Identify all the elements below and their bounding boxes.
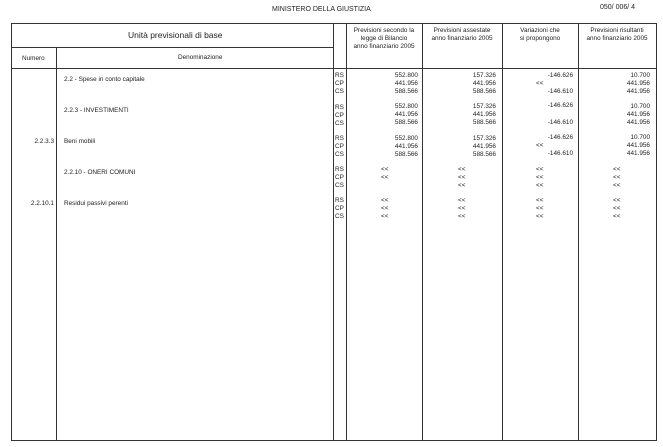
cell-assestate: <<: [458, 174, 466, 181]
row-numero: 2.2.10.1: [30, 200, 54, 207]
row-denominazione: 2.2.3 - INVESTIMENTI: [64, 107, 129, 114]
row-denominazione: 2.2 - Spese in conto capitale: [64, 76, 145, 83]
header-variazioni-line1: Variazioni che: [520, 27, 560, 34]
cell-previsioni: <<: [381, 174, 389, 181]
cell-risultanti: <<: [613, 213, 621, 220]
cell-risultanti: 10.700: [630, 134, 650, 141]
row-code: CS: [335, 88, 344, 95]
cell-assestate: 157.326: [472, 135, 496, 142]
cell-previsioni: 588.566: [394, 119, 418, 126]
page-reference: 050/ 006/ 4: [600, 4, 636, 11]
header-risultanti-line1: Previsioni risultanti: [590, 27, 644, 34]
header-previsioni-line1: Previsioni secondo la: [353, 27, 415, 34]
header-previsioni-line3: anno finanziario 2005: [353, 43, 415, 50]
row-code: CP: [335, 80, 344, 87]
cell-risultanti: <<: [613, 166, 621, 173]
cell-assestate: <<: [458, 182, 466, 189]
header-variazioni-line2: si propongono: [519, 35, 561, 42]
cell-assestate: 588.566: [472, 151, 496, 158]
cell-previsioni: 588.566: [394, 88, 418, 95]
cell-risultanti: <<: [613, 205, 621, 212]
header-assestate-line1: Previsioni assestate: [433, 27, 491, 34]
cell-variazioni: -146.626: [547, 134, 573, 141]
cell-previsioni: <<: [381, 205, 389, 212]
cell-assestate: <<: [458, 197, 466, 204]
cell-previsioni: 552.800: [394, 72, 418, 79]
cell-variazioni: -146.610: [547, 150, 573, 157]
cell-assestate: <<: [458, 213, 466, 220]
cell-variazioni: <<: [536, 80, 544, 87]
row-code: CP: [335, 112, 344, 119]
cell-previsioni: 441.956: [394, 143, 418, 150]
cell-assestate: 441.956: [472, 143, 496, 150]
cell-previsioni: 552.800: [394, 135, 418, 142]
header-previsioni-legge: [346, 27, 422, 51]
cell-variazioni: <<: [536, 174, 544, 181]
row-code: CP: [335, 143, 344, 150]
cell-assestate: 441.956: [472, 111, 496, 118]
row-code: CS: [335, 213, 344, 220]
cell-variazioni: <<: [536, 205, 544, 212]
header-unita-previsionali: Unità previsionali di base: [128, 30, 223, 40]
cell-assestate: 588.566: [472, 119, 496, 126]
header-assestate-line2: anno finanziario 2005: [431, 35, 493, 42]
row-code: RS: [335, 104, 344, 111]
cell-assestate: 588.566: [472, 88, 496, 95]
row-code: CS: [335, 120, 344, 127]
cell-risultanti: 441.956: [626, 150, 650, 157]
cell-assestate: 441.956: [472, 80, 496, 87]
cell-variazioni: -146.610: [547, 119, 573, 126]
cell-risultanti: 441.956: [626, 119, 650, 126]
cell-previsioni: <<: [381, 166, 389, 173]
ministry-title: MINISTERO DELLA GIUSTIZIA: [272, 6, 371, 13]
cell-previsioni: 441.956: [394, 111, 418, 118]
cell-risultanti: 10.700: [630, 72, 650, 79]
cell-risultanti: <<: [613, 174, 621, 181]
row-denominazione: Beni mobili: [64, 138, 96, 145]
header-previsioni-assestate: [422, 27, 502, 43]
cell-previsioni: 552.800: [394, 103, 418, 110]
cell-previsioni: <<: [381, 213, 389, 220]
row-code: CS: [335, 182, 344, 189]
cell-variazioni: -146.626: [547, 102, 573, 109]
cell-variazioni: -146.626: [547, 72, 573, 79]
header-previsioni-line2: legge di Bilancio: [360, 35, 408, 42]
row-code: RS: [335, 135, 344, 142]
row-code: CP: [335, 205, 344, 212]
cell-previsioni: <<: [381, 197, 389, 204]
cell-assestate: 157.326: [472, 103, 496, 110]
cell-previsioni: 441.956: [394, 80, 418, 87]
cell-risultanti: 10.700: [630, 103, 650, 110]
row-code: RS: [335, 197, 344, 204]
cell-risultanti: 441.956: [626, 80, 650, 87]
cell-variazioni: -146.610: [547, 88, 573, 95]
cell-risultanti: <<: [613, 182, 621, 189]
row-code: RS: [335, 166, 344, 173]
cell-variazioni: <<: [536, 182, 544, 189]
cell-assestate: <<: [458, 166, 466, 173]
header-denominazione: Denominazione: [178, 54, 223, 61]
row-code: CS: [335, 151, 344, 158]
cell-risultanti: <<: [613, 197, 621, 204]
cell-variazioni: <<: [536, 213, 544, 220]
cell-variazioni: <<: [536, 197, 544, 204]
row-denominazione: Residui passivi perenti: [64, 200, 128, 207]
row-code: CP: [335, 174, 344, 181]
cell-assestate: <<: [458, 205, 466, 212]
header-numero: Numero: [22, 55, 45, 62]
cell-previsioni: 588.566: [394, 151, 418, 158]
row-denominazione: 2.2.10 - ONERI COMUNI: [64, 169, 136, 176]
header-previsioni-risultanti: [578, 27, 656, 43]
header-variazioni: [502, 27, 578, 43]
cell-variazioni: <<: [536, 166, 544, 173]
cell-variazioni: <<: [536, 142, 544, 149]
header-risultanti-line2: anno finanziario 2005: [586, 35, 648, 42]
cell-risultanti: 441.956: [626, 88, 650, 95]
cell-risultanti: 441.956: [626, 142, 650, 149]
cell-assestate: 157.326: [472, 72, 496, 79]
row-code: RS: [335, 72, 344, 79]
row-numero: 2.2.3.3: [34, 138, 54, 145]
cell-risultanti: 441.956: [626, 111, 650, 118]
